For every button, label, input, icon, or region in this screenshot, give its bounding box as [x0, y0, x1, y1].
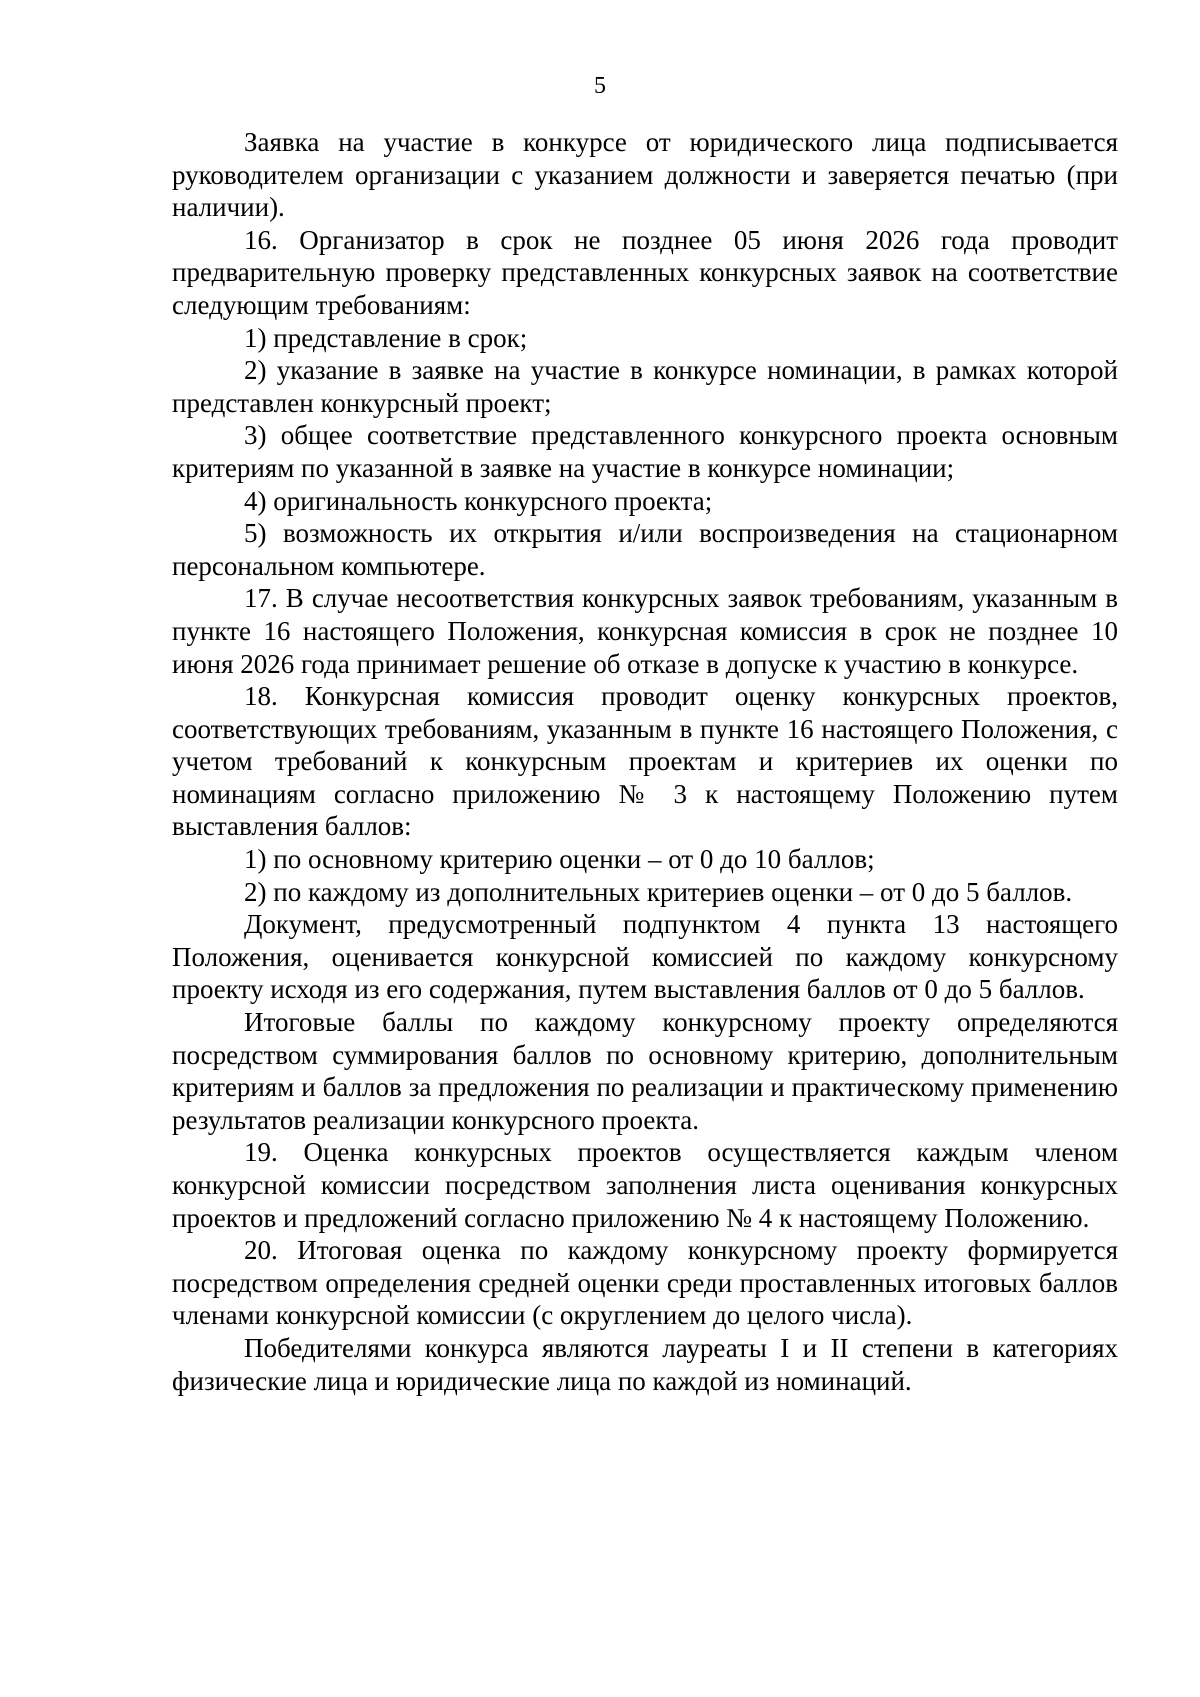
paragraph-item-18-2: 2) по каждому из дополнительных критериев оценки – от 0 до 5 баллов.: [244, 876, 1073, 907]
paragraph-item-16-1: 1) представление в срок;: [244, 322, 528, 353]
paragraph-item-16-3: 3) общее соответствие представленного конкурсного проекта основным критериям по указанной в заявке на участие в конкурсе номинации;: [172, 420, 1118, 483]
paragraph-item-16: 16. Организатор в срок не позднее 05 июня 2026 года проводит предварительную проверку представленных конкурсных заявок на соответствие следующим требованиям:: [172, 224, 1118, 320]
document-body: [172, 126, 1118, 1397]
paragraph-document-evaluation: Документ, предусмотренный подпунктом 4 пункта 13 настоящего Положения, оценивается конкурсной комиссией по каждому конкурсному проекту исходя из его содержания, путем выставления баллов от 0 до 5 баллов.: [172, 909, 1118, 1005]
paragraph-item-19: 19. Оценка конкурсных проектов осуществляется каждым членом конкурсной комиссии посредством заполнения листа оценивания конкурсных проектов и предложений согласно приложению № 4 к настоящему Положению.: [172, 1137, 1118, 1233]
paragraph-item-16-2: 2) указание в заявке на участие в конкурсе номинации, в рамках которой представлен конкурсный проект;: [172, 355, 1118, 418]
paragraph-total-scores: Итоговые баллы по каждому конкурсному проекту определяются посредством суммирования баллов по основному критерию, дополнительным критериям и баллов за предложения по реализации и практическому применению результатов реализации конкурсного проекта.: [172, 1007, 1118, 1135]
paragraph-item-18-1: 1) по основному критерию оценки – от 0 до 10 баллов;: [244, 844, 875, 875]
paragraph-item-16-4: 4) оригинальность конкурсного проекта;: [244, 485, 713, 516]
paragraph-item-20: 20. Итоговая оценка по каждому конкурсному проекту формируется посредством определения средней оценки среди проставленных итоговых баллов членами конкурсной комиссии (с округлением до целого числа).: [172, 1235, 1118, 1331]
paragraph-item-18: 18. Конкурсная комиссия проводит оценку конкурсных проектов, соответствующих требованиям, указанным в пункте 16 настоящего Положения, с учетом требований к конкурсным проектам и критериев их оценки по номинациям согласно приложению № 3 к настоящему Положению путем выставления баллов:: [172, 681, 1118, 842]
page-number: 5: [594, 73, 606, 99]
paragraph-winners: Победителями конкурса являются лауреаты I и II степени в категориях физические лица и юридические лица по каждой из номинаций.: [172, 1332, 1118, 1396]
paragraph-application-signature: Заявка на участие в конкурсе от юридического лица подписывается руководителем организации с указанием должности и заверяется печатью (при наличии).: [172, 127, 1118, 223]
paragraph-item-17: 17. В случае несоответствия конкурсных заявок требованиям, указанным в пункте 16 настоящего Положения, конкурсная комиссия в срок не позднее 10 июня 2026 года принимает решение об отказе в допуске к участию в конкурсе.: [172, 583, 1118, 679]
paragraph-item-16-5: 5) возможность их открытия и/или воспроизведения на стационарном персональном компьютере.: [172, 518, 1118, 581]
